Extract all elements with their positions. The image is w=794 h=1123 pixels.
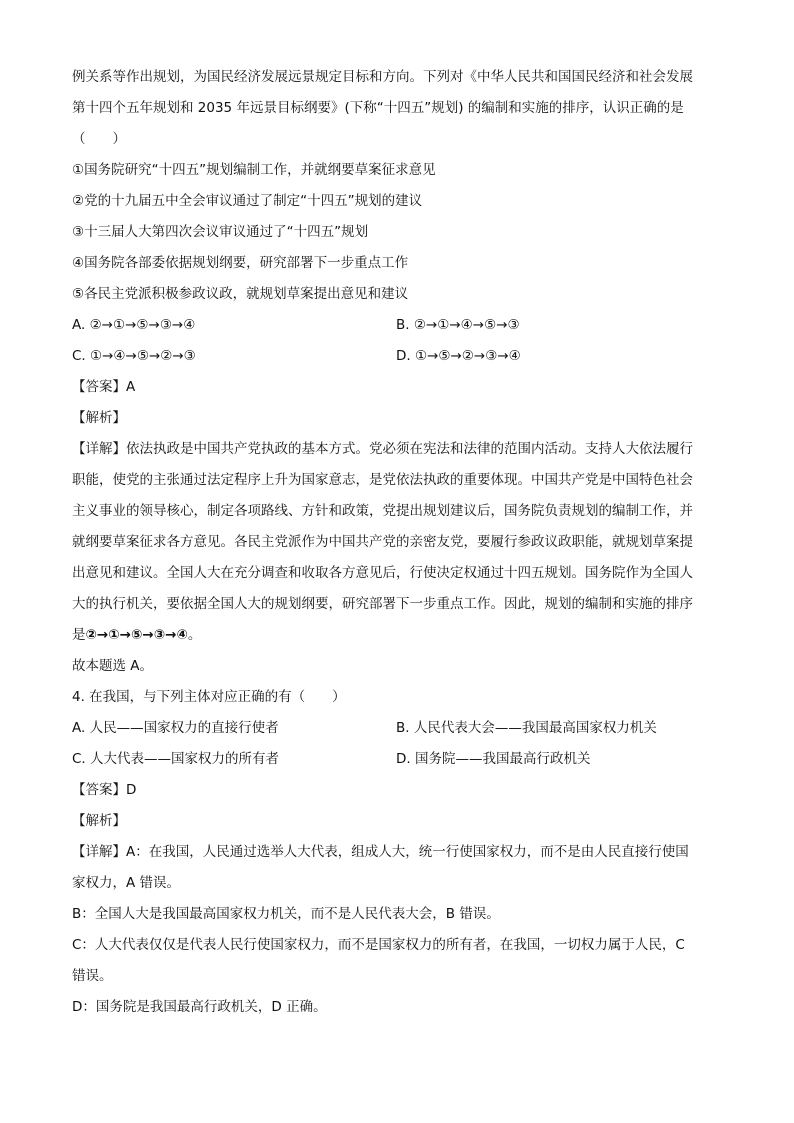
q4-stem: 4. 在我国，与下列主体对应正确的有（ ） <box>72 689 346 705</box>
q4-options-row-1 <box>72 713 722 744</box>
q3-options-row-2 <box>72 341 722 372</box>
q4-detail-line: 【详解】A：在我国，人民通过选举人大代表，组成人大，统一行使国家权力，而不是由人民直接行使国 <box>72 844 689 860</box>
q3-stem-bracket: （ ） <box>72 131 126 147</box>
q3-detail-line: 主义事业的领导核心，制定各项路线、方针和政策，党提出规划建议后，国务院负责规划的编制工作，并 <box>72 503 693 519</box>
q3-items <box>72 155 722 310</box>
q3-detail-line: 就纲要草案征求各方意见。各民主党派作为中国共产党的亲密友党，要履行参政议政职能，就规划草案提 <box>72 534 693 550</box>
q3-option-a: A. ②→①→⑤→③→④ <box>72 317 196 333</box>
q3-stem <box>72 62 722 155</box>
q4-option-b: B. 人民代表大会——我国最高国家权力机关 <box>396 720 657 736</box>
q4-detail-line: 家权力，A 错误。 <box>72 875 181 891</box>
q4-answer: 【答案】D <box>72 782 137 798</box>
q4-analysis-heading: 【解析】 <box>72 813 126 829</box>
q3-stem-line: 第十四个五年规划和 2035 年远景目标纲要》(下称“十四五”规划) 的编制和实施的排序，认识正确的是 <box>72 100 684 116</box>
q3-detail-line: 出意见和建议。全国人大在充分调查和收取各方意见后，行使决定权通过十四五规划。国务院作为全国人 <box>72 565 693 581</box>
q3-detail-line: 职能，使党的主张通过法定程序上升为国家意志，是党依法执政的重要体现。中国共产党是中国特色社会 <box>72 472 693 488</box>
q3-detail-last-suffix: 。 <box>187 627 202 643</box>
q3-conclusion: 故本题选 A。 <box>72 658 154 674</box>
q3-option-c: C. ①→④→⑤→②→③ <box>72 348 196 364</box>
q3-item-2: ②党的十九届五中全会审议通过了制定“十四五”规划的建议 <box>72 193 423 209</box>
q4-option-a: A. 人民——国家权力的直接行使者 <box>72 720 279 736</box>
q3-option-d: D. ①→⑤→②→③→④ <box>396 348 521 364</box>
q3-detail-last-line <box>72 620 722 651</box>
q3-item-4: ④国务院各部委依据规划纲要，研究部署下一步重点工作 <box>72 255 409 271</box>
q3-options-row-1 <box>72 310 722 341</box>
q3-detail <box>72 434 722 651</box>
q4-detail <box>72 837 722 1023</box>
q3-analysis-heading: 【解析】 <box>72 410 126 426</box>
q3-detail-last-prefix: 是 <box>72 627 86 643</box>
q4-options-row-2 <box>72 744 722 775</box>
q3-correct-sequence: ②→①→⑤→③→④ <box>85 627 188 643</box>
q3-item-1: ①国务院研究“十四五”规划编制工作，并就纲要草案征求意见 <box>72 162 436 178</box>
q3-option-b: B. ②→①→④→⑤→③ <box>396 317 520 333</box>
q4-option-d: D. 国务院——我国最高行政机关 <box>396 751 591 767</box>
q4-detail-line: B：全国人大是我国最高国家权力机关，而不是人民代表大会，B 错误。 <box>72 906 500 922</box>
q4-detail-line: 错误。 <box>72 968 113 984</box>
q3-answer: 【答案】A <box>72 379 136 395</box>
q3-item-5: ⑤各民主党派积极参政议政，就规划草案提出意见和建议 <box>72 286 409 302</box>
q3-detail-line: 【详解】依法执政是中国共产党执政的基本方式。党必须在宪法和法律的范围内活动。支持人大依法履行 <box>72 441 693 457</box>
q3-stem-line: 例关系等作出规划，为国民经济发展远景规定目标和方向。下列对《中华人民共和国国民经济和社会发展 <box>72 69 693 85</box>
q4-detail-line: C：人大代表仅仅是代表人民行使国家权力，而不是国家权力的所有者，在我国，一切权力属于人民，C <box>72 937 685 953</box>
q3-item-3: ③十三届人大第四次会议审议通过了“十四五”规划 <box>72 224 369 240</box>
document-page <box>72 62 722 1023</box>
q4-detail-line: D：国务院是我国最高行政机关，D 正确。 <box>72 999 327 1015</box>
q3-detail-line: 大的执行机关，要依据全国人大的规划纲要，研究部署下一步重点工作。因此，规划的编制和实施的排序 <box>72 596 693 612</box>
q4-option-c: C. 人大代表——国家权力的所有者 <box>72 751 280 767</box>
